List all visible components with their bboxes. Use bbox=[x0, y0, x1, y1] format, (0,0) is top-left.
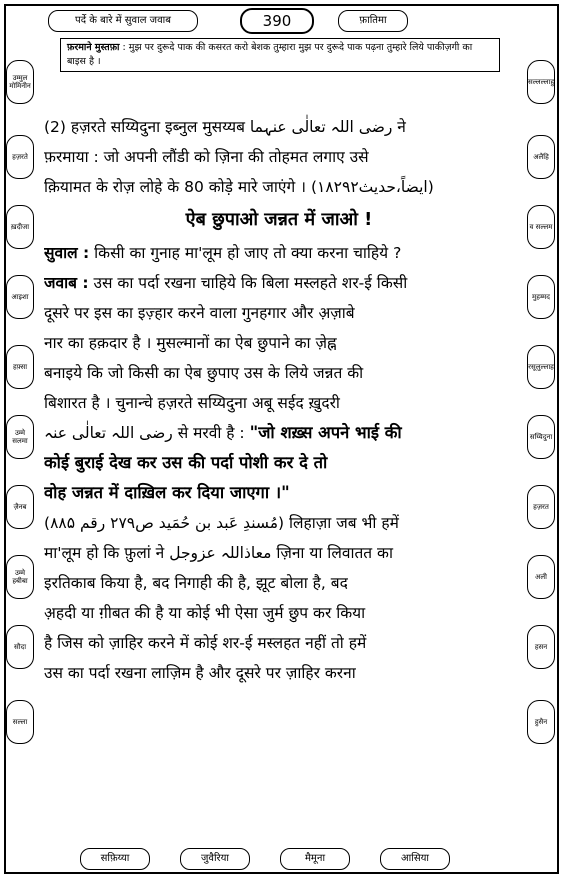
side-tab-left: हफ़्सा bbox=[6, 345, 34, 389]
side-tab-right: रसूलुल्लाह bbox=[527, 345, 555, 389]
side-tab-left: सौदा bbox=[6, 625, 34, 669]
hadith-note bbox=[60, 38, 500, 72]
answer-line: अ़हदी या ग़ीबत की है या कोई भी ऐसा जुर्म छुप कर किया bbox=[44, 604, 366, 622]
side-tab-right: हुसैन bbox=[527, 700, 555, 744]
paragraph-line: (2) हज़रते सय्यिदुना इब्नुल मुसय्यब رضی اللہ تعالٰی عنہما ने bbox=[44, 118, 406, 136]
hadith-quote: कोई बुराई देख कर उस की पर्दा पोशी कर दे तो bbox=[44, 453, 328, 472]
side-tab-right: अली bbox=[527, 555, 555, 599]
side-tab-left: उम्मुल मोमिनीन bbox=[6, 60, 34, 104]
header-tab: फ़ातिमा bbox=[338, 10, 408, 32]
hadith-quote: "जो शख़्स अपने भाई की bbox=[249, 423, 402, 442]
answer-label: जवाब : bbox=[44, 274, 89, 292]
answer-line bbox=[44, 418, 514, 448]
side-tab-left: सल्ला bbox=[6, 700, 34, 744]
side-tab-left: उम्मे सलमा bbox=[6, 415, 34, 459]
answer-line: बनाइये कि जो किसी का ऐब छुपाए उस के लिये जन्नत की bbox=[44, 364, 364, 382]
side-tab-left: आइशा bbox=[6, 275, 34, 319]
side-tab-left: ज़ैनब bbox=[6, 485, 34, 529]
answer-line: उस का पर्दा रखना लाज़िम है और दूसरे पर ज़ाहिर करना bbox=[44, 664, 356, 682]
question-text: किसी का गुनाह मा'लूम हो जाए तो क्या करना चाहिये ? bbox=[94, 244, 402, 262]
side-tab-left: हज़रते bbox=[6, 135, 34, 179]
side-tab-right: सय्यिदुना bbox=[527, 415, 555, 459]
note-label: फ़रमाने मुस्तफ़ा bbox=[67, 42, 120, 53]
answer-line: मा'लूम हो कि फ़ुलां ने معاذاللہ عزوجل ज़िना या लिवातत का bbox=[44, 544, 393, 562]
footer-tab: सफ़िय्या bbox=[80, 848, 150, 870]
paragraph-line: फ़रमाया : जो अपनी लौंडी को ज़िना की तोहमत लगाए उसे bbox=[44, 148, 369, 166]
page-number: 390 bbox=[240, 8, 314, 34]
footer-tab: आसिया bbox=[380, 848, 450, 870]
answer-text: उस का पर्दा रखना चाहिये कि बिला मस्लहते शर-ई किसी bbox=[93, 274, 408, 292]
side-tab-right: व सल्लम bbox=[527, 205, 555, 249]
hadith-quote: वोह जन्नत में दाख़िल कर दिया जाएगा ।" bbox=[44, 483, 290, 502]
side-tab-right: अलैहि bbox=[527, 135, 555, 179]
note-text: : मुझ पर दुरूदे पाक की कसरत करो बेशक तुम्हारा मुझ पर दुरूदे पाक पढ़ना तुम्हारे लिये पाकीज़गी का बाइस है । bbox=[67, 42, 473, 67]
side-tab-left: ख़दीजा bbox=[6, 205, 34, 249]
footer-tab: जुवैरिया bbox=[180, 848, 250, 870]
side-tab-right: मुहम्मद bbox=[527, 275, 555, 319]
section-heading: ऐब छुपाओ जन्नत में जाओ ! bbox=[185, 209, 373, 230]
answer-line: दूसरे पर इस का इज़्हार करने वाला गुनहगार और अ़ज़ाबे bbox=[44, 304, 355, 322]
answer-line: है जिस को ज़ाहिर करने में कोई शर-ई मस्लहत नहीं तो हमें bbox=[44, 634, 367, 652]
answer-line bbox=[44, 268, 514, 298]
answer-line: बिशारत है । चुनान्चे हज़रते सय्यिदुना अबू सईद ख़ुदरी bbox=[44, 394, 340, 412]
footer-tab: मैमूना bbox=[280, 848, 350, 870]
question-line bbox=[44, 238, 514, 268]
page-body bbox=[44, 112, 514, 688]
answer-line: इरतिकाब किया है, बद निगाही की है, झूट बोला है, बद bbox=[44, 574, 348, 592]
question-label: सुवाल : bbox=[44, 244, 90, 262]
book-title: पर्दे के बारे में सुवाल जवाब bbox=[48, 10, 198, 32]
answer-line: नार का हक़दार है । मुसल्मानों का ऐब छुपाने का ज़ेह्न bbox=[44, 334, 337, 352]
side-tab-right: हज़रत bbox=[527, 485, 555, 529]
page-header bbox=[8, 10, 557, 34]
page-footer bbox=[40, 848, 525, 874]
paragraph-line: क़ियामत के रोज़ लोहे के 80 कोड़े मारे जाएंगे । (ایضاً،حدیث۱۸۲۹۲) bbox=[44, 178, 434, 196]
answer-line: (مُسندِ عَبد بن حُمَید ص۲۷۹ رقم ۸۸۵) लिहाज़ा जब भी हमें bbox=[44, 514, 399, 532]
side-tab-right: हसन bbox=[527, 625, 555, 669]
answer-text: رضی اللہ تعالٰی عنہ से मरवी है : bbox=[44, 424, 245, 442]
side-tab-right: सल्लल्लाहु bbox=[527, 60, 555, 104]
side-tab-left: उम्मे हबीबा bbox=[6, 555, 34, 599]
